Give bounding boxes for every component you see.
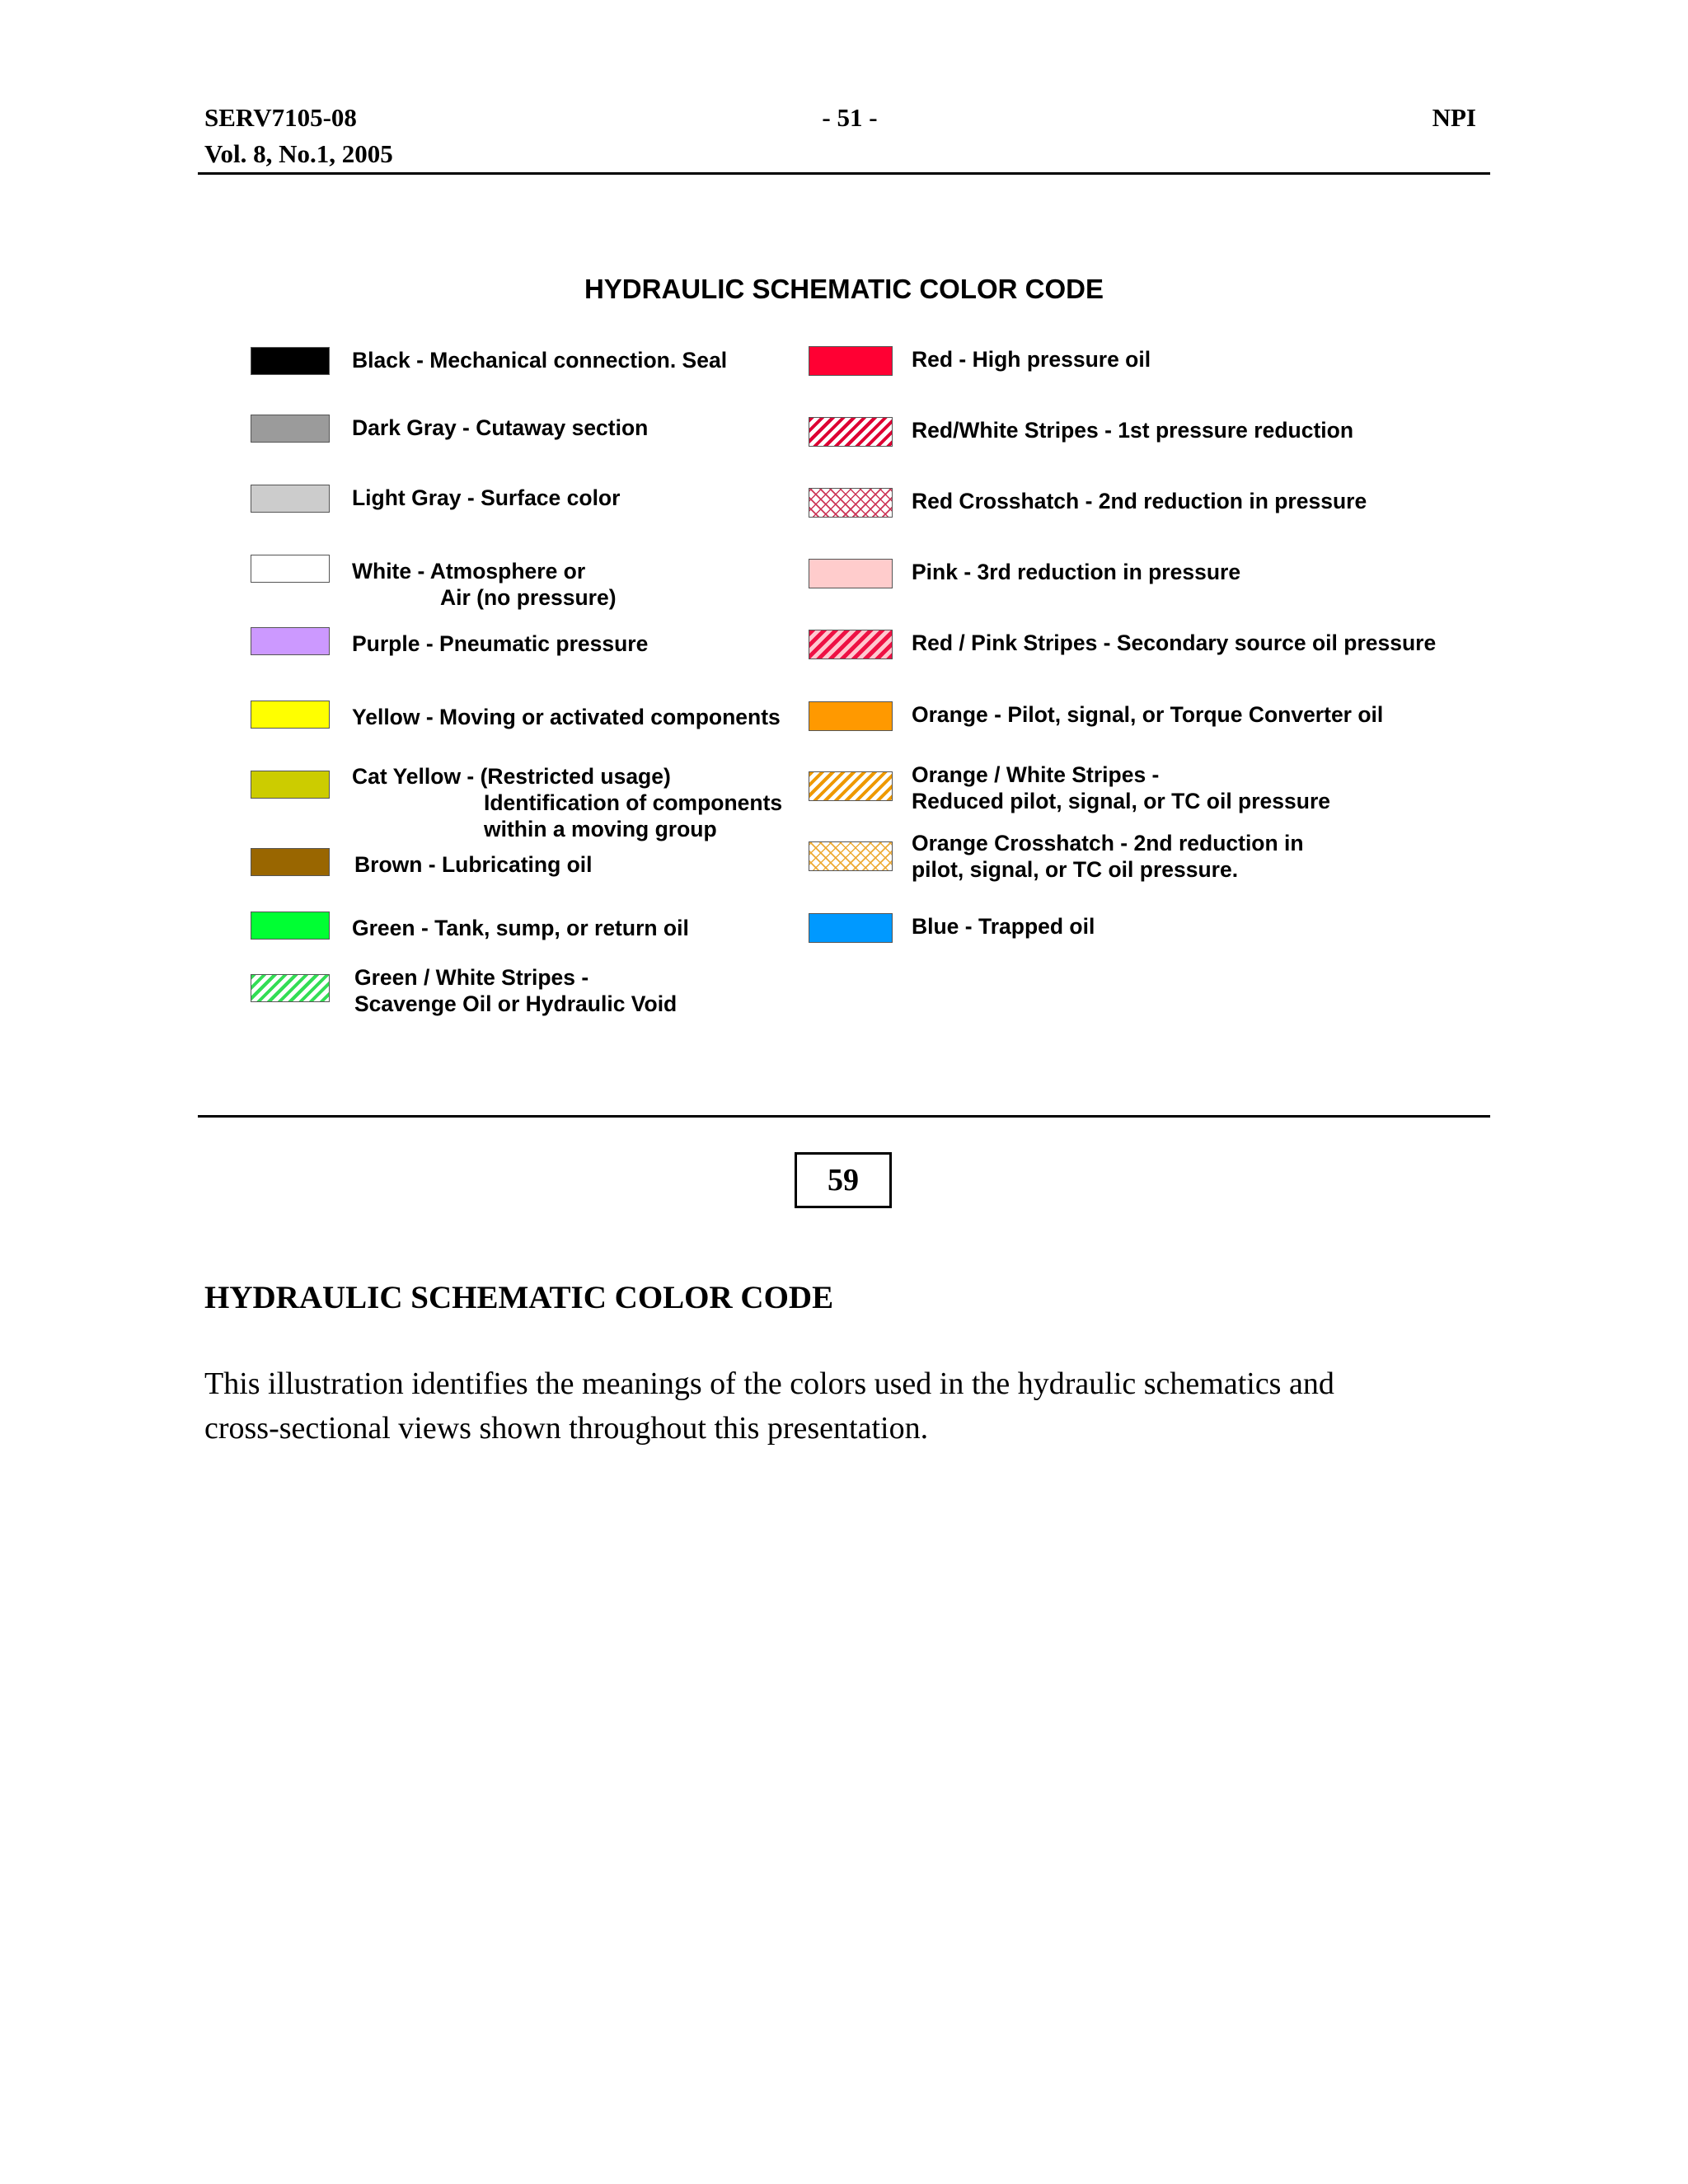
color-swatch-orange-crosshatch <box>809 841 893 871</box>
legend-label-line: White - Atmosphere or <box>352 559 586 583</box>
color-swatch-brown <box>251 848 330 876</box>
body-line: cross-sectional views shown throughout this presentation. <box>204 1411 929 1446</box>
color-swatch-blue <box>809 913 893 943</box>
legend-label-brown <box>352 851 593 878</box>
legend-label-line: within a moving group <box>484 817 717 841</box>
color-swatch-red-pink-stripes <box>809 630 893 659</box>
legend-label-orange <box>912 701 1383 728</box>
legend-label-line: Cat Yellow - (Restricted usage) <box>352 764 671 789</box>
document-code: SERV7105-08 <box>204 103 357 132</box>
legend-label-purple <box>352 630 648 657</box>
volume-info: Vol. 8, No.1, 2005 <box>204 139 393 168</box>
legend-label-line: pilot, signal, or TC oil pressure. <box>912 857 1239 882</box>
legend-label-white <box>352 558 617 611</box>
body-line: This illustration identifies the meanings of the colors used in the hydraulic schematics and <box>204 1366 1334 1401</box>
legend-label-line: Green - Tank, sump, or return oil <box>352 916 689 940</box>
legend-label-line: Blue - Trapped oil <box>912 914 1095 939</box>
legend-label-pink <box>912 559 1240 585</box>
section-body <box>204 1361 1490 1451</box>
legend-label-cat-yellow <box>352 763 782 842</box>
color-swatch-cat-yellow <box>251 771 330 799</box>
section-divider <box>198 1115 1490 1118</box>
legend-label-line: Red Crosshatch - 2nd reduction in pressure <box>912 489 1367 513</box>
legend-label-line: Purple - Pneumatic pressure <box>352 631 649 656</box>
header-right-label: NPI <box>1432 103 1476 132</box>
legend-label-line: Red - High pressure oil <box>912 347 1151 372</box>
legend-label-line: Reduced pilot, signal, or TC oil pressure <box>912 789 1331 813</box>
legend-label-red-pink-stripes <box>912 630 1436 656</box>
legend-label-green-white-stripes <box>352 964 677 1017</box>
header-page-number: - 51 - <box>822 103 878 132</box>
color-swatch-red-white-stripes <box>809 417 893 447</box>
color-swatch-green-white-stripes <box>251 974 330 1002</box>
legend-label-line: Green / White Stripes - <box>354 965 589 990</box>
legend-label-line: Yellow - Moving or activated components <box>352 705 781 729</box>
color-swatch-black <box>251 347 330 375</box>
color-swatch-white <box>251 555 330 583</box>
color-swatch-red-crosshatch <box>809 488 893 518</box>
legend-label-orange-white-stripes <box>912 762 1330 814</box>
legend-label-line: Pink - 3rd reduction in pressure <box>912 560 1241 584</box>
slide-number-box: 59 <box>795 1152 892 1208</box>
legend-label-red-crosshatch <box>912 488 1367 514</box>
legend-label-red-white-stripes <box>912 417 1353 443</box>
color-swatch-orange <box>809 701 893 731</box>
legend-label-line: Brown - Lubricating oil <box>354 852 593 877</box>
legend-label-line: Identification of components <box>484 790 783 815</box>
legend-label-line: Orange / White Stripes - <box>912 762 1160 787</box>
legend-label-line: Air (no pressure) <box>440 585 617 610</box>
color-swatch-yellow <box>251 701 330 729</box>
legend-label-line: Dark Gray - Cutaway section <box>352 415 649 440</box>
color-swatch-dark-gray <box>251 415 330 443</box>
legend-label-green <box>352 915 689 941</box>
legend-label-orange-crosshatch <box>912 830 1304 883</box>
color-swatch-green <box>251 912 330 940</box>
legend-label-blue <box>912 913 1095 940</box>
color-swatch-purple <box>251 627 330 655</box>
color-swatch-red <box>809 346 893 376</box>
legend-label-line: Red/White Stripes - 1st pressure reduction <box>912 418 1354 443</box>
legend-title: HYDRAULIC SCHEMATIC COLOR CODE <box>584 274 1104 304</box>
legend-label-line: Orange Crosshatch - 2nd reduction in <box>912 831 1304 855</box>
section-heading: HYDRAULIC SCHEMATIC COLOR CODE <box>204 1280 834 1315</box>
color-swatch-light-gray <box>251 485 330 513</box>
legend-label-yellow <box>352 704 781 730</box>
color-swatch-pink <box>809 559 893 588</box>
color-swatch-orange-white-stripes <box>809 771 893 801</box>
legend-label-line: Black - Mechanical connection. Seal <box>352 348 728 373</box>
legend-label-dark-gray <box>352 415 648 441</box>
legend-label-line: Orange - Pilot, signal, or Torque Converter oil <box>912 702 1384 727</box>
legend-label-red <box>912 346 1151 373</box>
header-divider <box>198 172 1490 175</box>
legend-label-line: Red / Pink Stripes - Secondary source oil pressure <box>912 630 1437 655</box>
legend-label-black <box>352 347 727 373</box>
legend-label-line: Scavenge Oil or Hydraulic Void <box>354 991 678 1016</box>
legend-label-line: Light Gray - Surface color <box>352 485 621 510</box>
legend-label-light-gray <box>352 485 620 511</box>
